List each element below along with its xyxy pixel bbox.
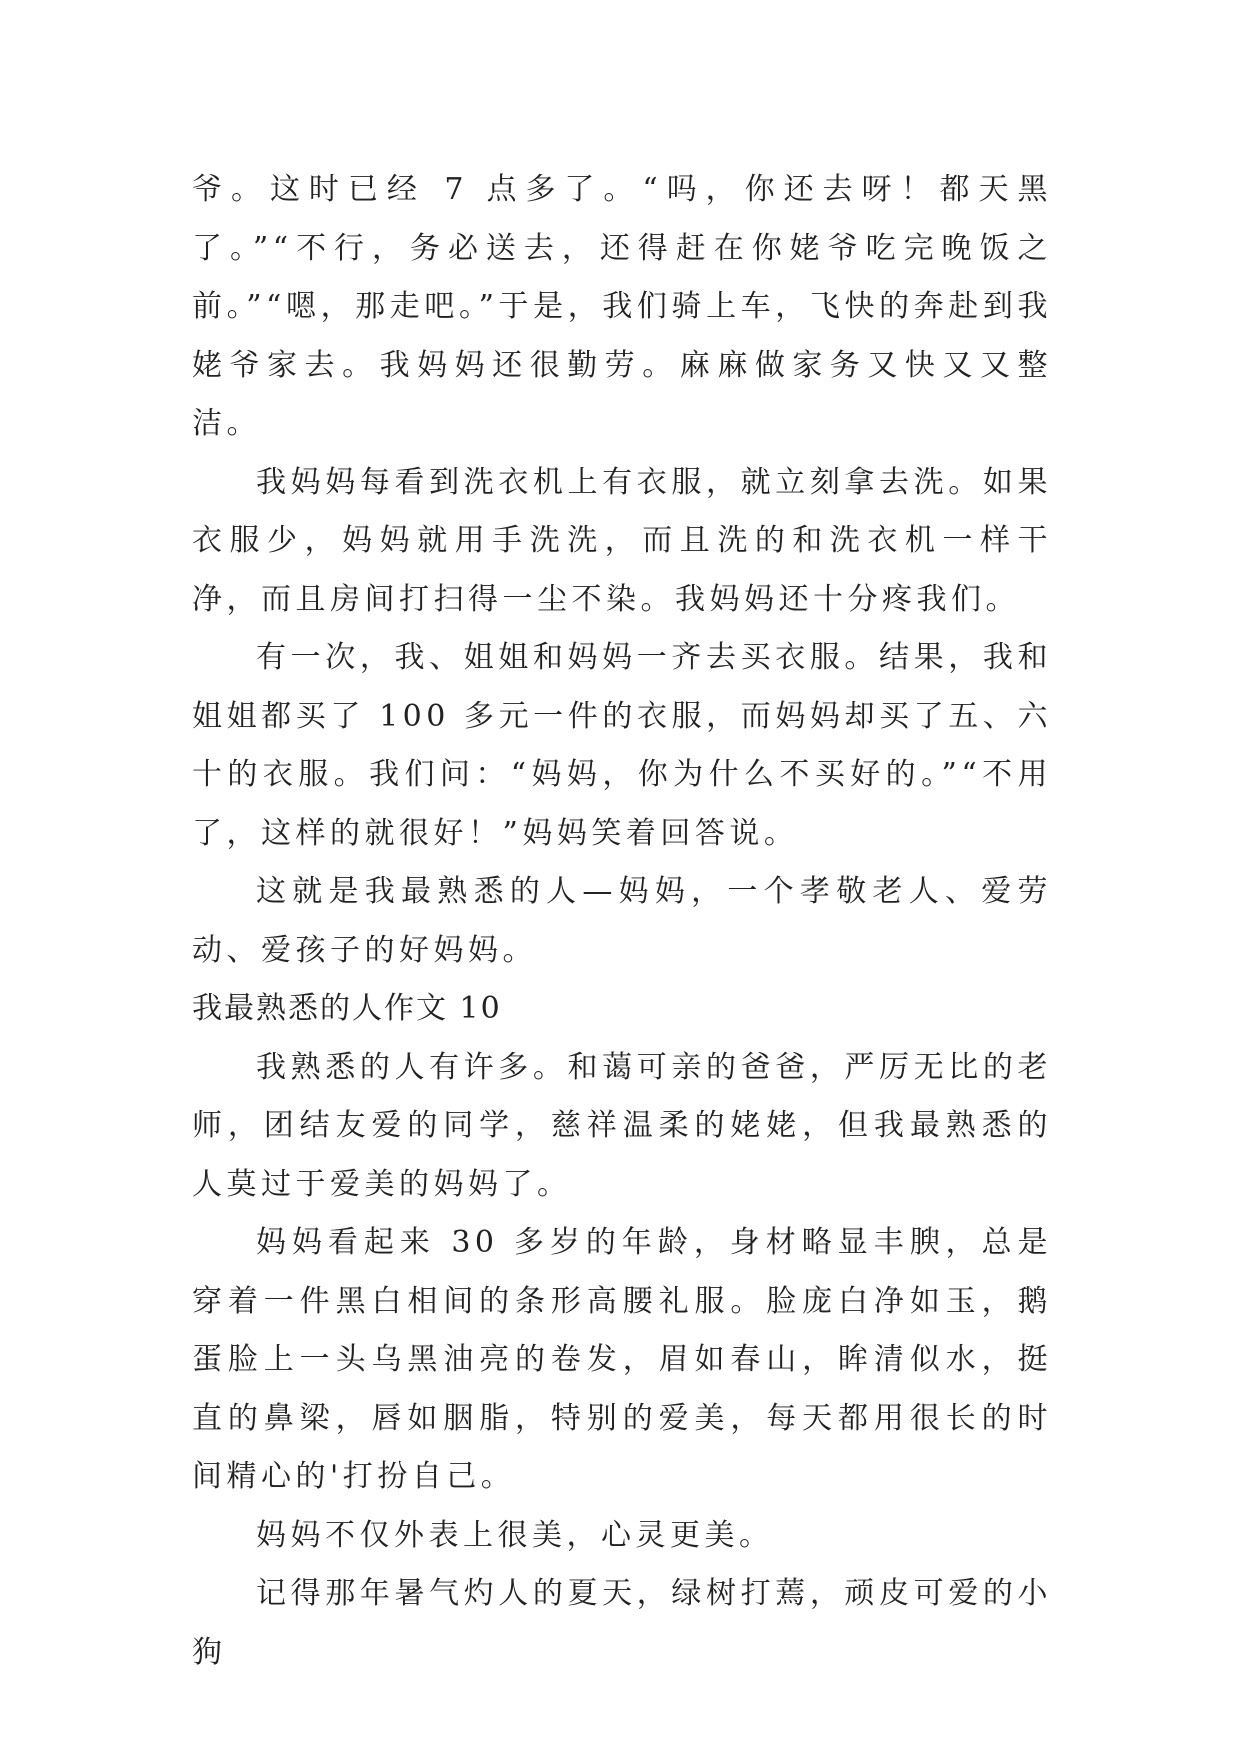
paragraph-4: 这就是我最熟悉的人—妈妈，一个孝敬老人、爱劳动、爱孩子的好妈妈。 — [192, 874, 1052, 968]
section-paragraph-1: 我熟悉的人有许多。和蔼可亲的爸爸，严厉无比的老师，团结友爱的同学，慈祥温柔的姥姥，但我最熟悉的人莫过于爱美的妈妈了。 — [192, 1049, 1052, 1202]
document-body — [192, 161, 1052, 1682]
paragraph-1: 爷。这时已经 7 点多了。“吗，你还去呀！都天黑了。”“不行，务必送去，还得赶在你姥爷吃完晚饭之前。”“嗯，那走吧。”于是，我们骑上车，飞快的奔赴到我姥爷家去。我妈妈还很勤劳。麻麻做家务又快又又整洁。 — [192, 172, 1052, 441]
section-title: 我最熟悉的人作文 10 — [192, 991, 502, 1026]
section-paragraph-3: 妈妈不仅外表上很美，心灵更美。 — [256, 1517, 774, 1553]
paragraph-2: 我妈妈每看到洗衣机上有衣服，就立刻拿去洗。如果衣服少，妈妈就用手洗洗，而且洗的和洗衣机一样干净，而且房间打扫得一尘不染。我妈妈还十分疼我们。 — [192, 464, 1052, 617]
section-paragraph-4: 记得那年暑气灼人的夏天，绿树打蔫，顽皮可爱的小狗 — [192, 1576, 1052, 1670]
paragraph-3: 有一次，我、姐姐和妈妈一齐去买衣服。结果，我和姐姐都买了 100 多元一件的衣服，而妈妈却买了五、六十的衣服。我们问：“妈妈，你为什么不买好的。”“不用了，这样的就很好！”妈妈笑着回答说。 — [192, 640, 1052, 851]
section-paragraph-2: 妈妈看起来 30 多岁的年龄，身材略显丰腴，总是穿着一件黑白相间的条形高腰礼服。脸庞白净如玉，鹅蛋脸上一头乌黑油亮的卷发，眉如春山，眸清似水，挺直的鼻梁，唇如胭脂，特别的爱美，每天都用很长的时间精心的'打扮自己。 — [192, 1225, 1052, 1494]
